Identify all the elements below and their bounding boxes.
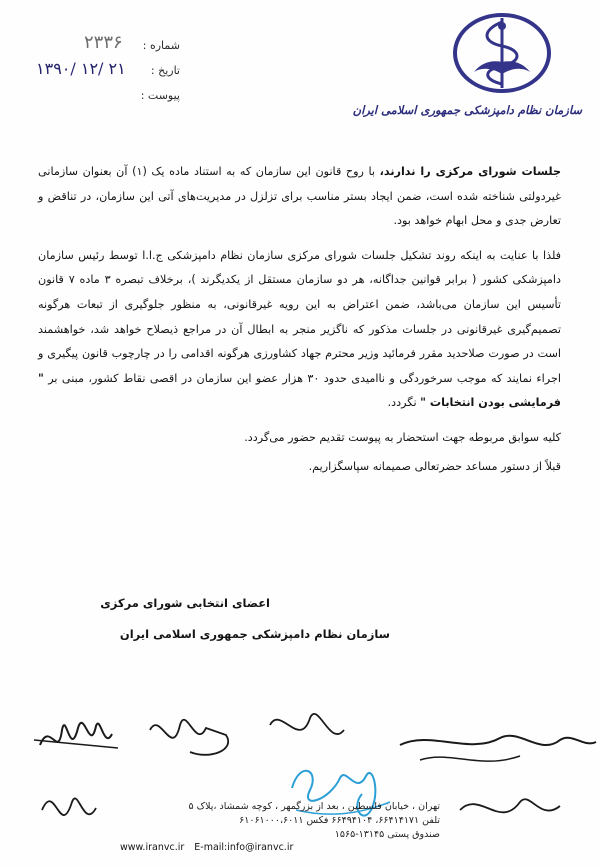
letter-body [38, 160, 561, 489]
footer-address: تهران ، خیابان فلسطین ، بعد از بزرگمهر ، کوچه شمشاد ،پلاک ۵ [188, 801, 440, 812]
footer-website-link[interactable]: www.iranvc.ir [120, 842, 185, 853]
paragraph-2-bold: " فرمایشی بودن انتخابات " [38, 371, 561, 410]
date-value: ۱۳۹۰/ ۱۲/ ۲۱ [36, 59, 126, 78]
signature-org: سازمان نظام دامپزشکی جمهوری اسلامی ایران [119, 627, 390, 641]
footer-pobox: صندوق پستی ۱۳۱۴۵-۱۵۶۵ [334, 829, 440, 840]
paragraph-1-bold: جلسات شورای مرکزی را ندارند، [379, 165, 562, 178]
org-logo-icon [452, 12, 552, 94]
letter-meta [30, 32, 180, 111]
org-header-name: سازمان نظام دامپزشکی جمهوری اسلامی ایران [352, 103, 582, 117]
paragraph-2-text: فلذا با عنایت به اینکه روند تشکیل جلسات شورای مرکزی سازمان نظام دامپزشکی ج.ا.ا توسط رئیس سازمان دامپزشکی کشور ( برابر قوانین جداگانه، هر دو سازمان مستقل از یکدیگرند )، برخلاف تبصره ۳ ماده ۷ قانون تأسیس این سازمان می‌باشد، ضمن اعتراض به این رویه غیرقانونی، به منظور جلوگیری از تبعات هرگونه تصمیم‌گیری غیرقانونی در جلسات مذکور که ناگزیر منجر به ابطال آن در مراجع ذیصلاح خواهد شد، خواهشمند است در صورت صلاحدید مقرر فرمائید وزیر محترم جهاد کشاورزی هرگونه اقدامی را در چارچوب قانون پیگیری و اجراء نمایند که موجب سرخوردگی و ناامیدی حدود ۳۰ هزار عضو این سازمان در اقصی نقاط کشور، مبنی بر [38, 248, 561, 385]
signature-title: اعضای انتخابی شورای مرکزی [100, 596, 270, 610]
footer-phone: تلفن ۶۶۴۱۴۱۷۱، ۶۶۴۹۴۱۰۴ فکس ۶۱۰۶۱۰۰۰،۶۰۱۱ [239, 815, 440, 826]
date-label: تاریخ : [150, 64, 180, 77]
paragraph-3: کلیه سوابق مربوطه جهت استحضار به پیوست تقدیم حضور می‌گردد. [244, 430, 561, 444]
attachment-label: پیوست : [140, 89, 180, 102]
footer-email-link[interactable]: E-mail:info@iranvc.ir [194, 842, 294, 853]
number-label: شماره : [142, 39, 180, 52]
paragraph-2-end: نگردد. [387, 396, 421, 410]
paragraph-4: قبلاً از دستور مساعد حضرتعالی صمیمانه سپاسگزاریم. [308, 459, 561, 473]
footer-contact [120, 800, 440, 842]
number-value: ۲۳۳۶ [84, 32, 123, 53]
paragraph-2 [38, 244, 561, 416]
paragraph-1-text: با روح قانون این سازمان که به استناد ماده یک (۱) آن بعنوان سازمانی غیردولتی شناخته شده است، ضمن ایجاد بستر مناسب برای تزلزل در مدیریت‌های آتی این سازمان، در تناقض و تعارض جدی و محل ابهام خواهد بود. [38, 165, 561, 228]
footer-web [120, 842, 450, 853]
paragraph-1 [38, 160, 561, 234]
